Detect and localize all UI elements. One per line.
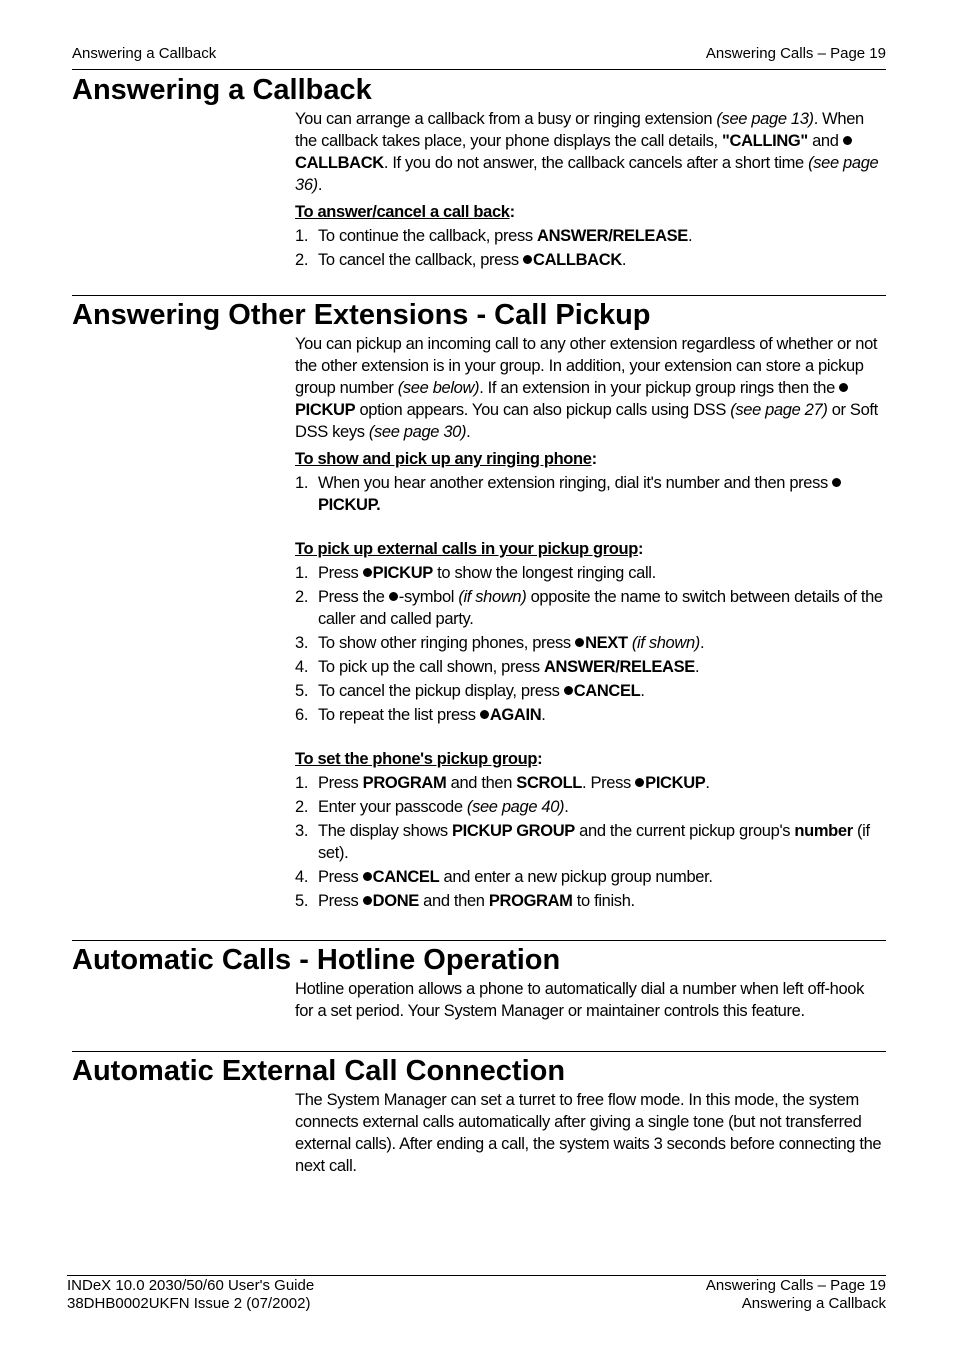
dot-icon <box>564 686 573 695</box>
footer-page: Answering Calls – Page 19 <box>705 1277 886 1294</box>
dot-icon <box>839 383 848 392</box>
procedure-list <box>295 225 886 271</box>
section-body <box>295 108 886 271</box>
dot-icon <box>635 778 644 787</box>
section-title: Automatic External Call Connection <box>72 1055 566 1087</box>
procedure-heading: To set the phone's pickup group: <box>295 750 543 768</box>
footer-issue: 38DHB0002UKFN Issue 2 (07/2002) <box>67 1295 311 1312</box>
list-item: 2. Enter your passcode (see page 40). <box>295 798 569 816</box>
procedure-list <box>295 562 886 726</box>
dot-icon <box>363 872 372 881</box>
footer-section: Answering a Callback <box>741 1295 886 1312</box>
paragraph: You can arrange a callback from a busy or ringing extension (see page 13). When the callback takes place, your phone displays the call details, "CALLING" and CALLBACK. If you do not answer, the callback cancels after a short time (see page 36). <box>295 110 879 194</box>
dot-icon <box>363 568 372 577</box>
procedure-heading: To answer/cancel a call back: <box>295 203 515 221</box>
paragraph: You can pickup an incoming call to any other extension regardless of whether or not the other extension is in your group. In addition, your extension can store a pickup group number (see below). If an extension in your pickup group rings then the PICKUP option appears. You can also pickup calls using DSS (see page 27) or Soft DSS keys (see page 30). <box>295 335 878 441</box>
list-item: 2. Press the -symbol (if shown) opposite the name to switch between details of the caller and called party. <box>295 588 883 628</box>
section-call-pickup <box>72 295 886 912</box>
list-item: 1. Press PROGRAM and then SCROLL. Press PICKUP. <box>295 774 710 792</box>
section-title: Answering a Callback <box>72 74 372 106</box>
dot-icon <box>523 255 532 264</box>
list-item: 5. To cancel the pickup display, press CANCEL. <box>295 682 645 700</box>
list-item: 3. The display shows PICKUP GROUP and the current pickup group's number (if set). <box>295 822 870 862</box>
list-item: 4. To pick up the call shown, press ANSWER/RELEASE. <box>295 658 700 676</box>
list-item: 4. Press CANCEL and enter a new pickup group number. <box>295 868 713 886</box>
section-body <box>295 333 886 912</box>
dot-icon <box>389 592 398 601</box>
procedure-list <box>295 472 886 516</box>
section-body <box>295 1089 886 1177</box>
section-body <box>295 978 886 1022</box>
section-title: Automatic Calls - Hotline Operation <box>72 944 561 976</box>
section-external-connection <box>72 1051 886 1177</box>
footer-guide-title: INDeX 10.0 2030/50/60 User's Guide <box>67 1277 315 1294</box>
dot-icon <box>480 710 489 719</box>
dot-icon <box>575 638 584 647</box>
procedure-heading: To show and pick up any ringing phone: <box>295 450 597 468</box>
list-item: 1. To continue the callback, press ANSWER/RELEASE. <box>295 227 693 245</box>
procedure-list <box>295 772 886 912</box>
paragraph: Hotline operation allows a phone to automatically dial a number when left off-hook for a set period. Your System Manager or maintainer controls this feature. <box>295 980 865 1020</box>
list-item: 1. When you hear another extension ringing, dial it's number and then press PICKUP. <box>295 472 886 516</box>
paragraph: The System Manager can set a turret to free flow mode. In this mode, the system connects external calls automatically after giving a single tone (but not transferred external calls). After ending a call, the system waits 3 seconds before connecting the next call. <box>295 1091 882 1175</box>
header-left: Answering a Callback <box>72 45 217 62</box>
section-hotline <box>72 940 886 1022</box>
list-item: 1. Press PICKUP to show the longest ringing call. <box>295 564 656 582</box>
list-item: 6. To repeat the list press AGAIN. <box>295 706 546 724</box>
page-footer <box>67 1275 886 1313</box>
dot-icon <box>363 896 372 905</box>
list-item: 2. To cancel the callback, press CALLBACK. <box>295 251 627 269</box>
page-header <box>72 45 886 70</box>
list-item: 5. Press DONE and then PROGRAM to finish. <box>295 892 635 910</box>
procedure-heading: To pick up external calls in your pickup group: <box>295 540 644 558</box>
list-item: 3. To show other ringing phones, press NEXT (if shown). <box>295 634 705 652</box>
dot-icon <box>843 136 852 145</box>
header-right: Answering Calls – Page 19 <box>705 45 886 62</box>
dot-icon <box>832 478 841 487</box>
section-title: Answering Other Extensions - Call Pickup <box>72 299 651 331</box>
section-answering-callback <box>72 71 886 271</box>
